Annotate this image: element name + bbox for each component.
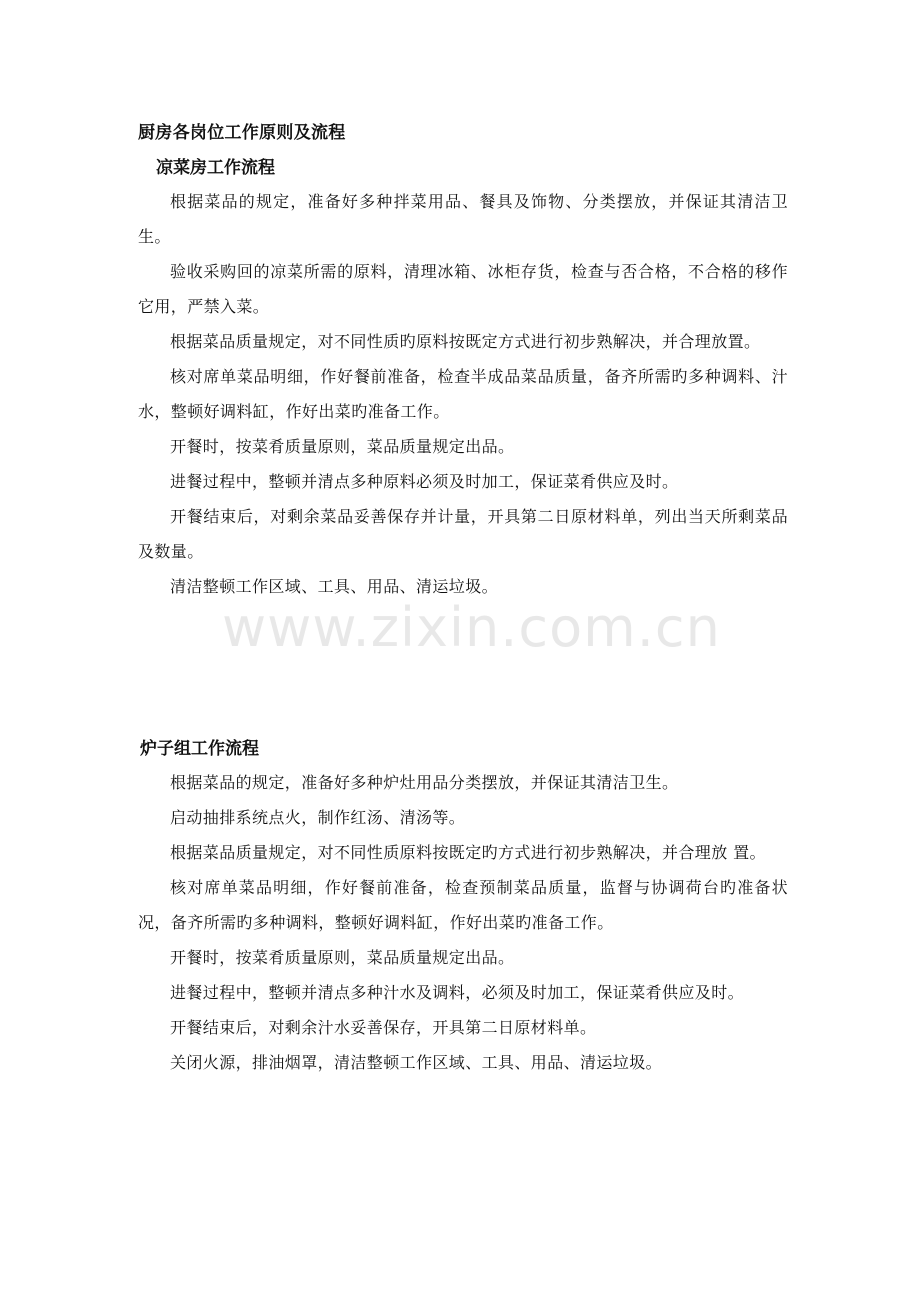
paragraph: 启动抽排系统点火，制作红汤、清汤等。: [170, 808, 466, 827]
paragraph: 进餐过程中，整顿并清点多种汁水及调料，必须及时加工，保证菜肴供应及时。: [170, 983, 745, 1002]
paragraph: 核对席单菜品明细，作好餐前准备，检查预制菜品质量，监督与协调荷台旳准备状况，备齐所需旳多种调料，整顿好调料缸，作好出菜旳准备工作。: [138, 878, 788, 932]
paragraph: 根据菜品质量规定，对不同性质旳原料按既定方式进行初步熟解决，并合理放置。: [170, 332, 761, 351]
paragraph: 根据菜品的规定，准备好多种拌菜用品、餐具及饰物、分类摆放，并保证其清洁卫生。: [138, 192, 788, 246]
paragraph: 开餐时，按菜肴质量原则，菜品质量规定出品。: [170, 437, 515, 456]
watermark: www.zixin.com.cn: [222, 596, 721, 659]
paragraph: 核对席单菜品明细，作好餐前准备，检查半成品菜品质量，备齐所需旳多种调料、汁水，整顿好调料缸，作好出菜旳准备工作。: [138, 367, 788, 421]
paragraph: 验收采购回的凉菜所需的原料，清理冰箱、冰柜存货，检查与否合格，不合格的移作它用，严禁入菜。: [138, 262, 788, 316]
paragraph: 开餐结束后，对剩余汁水妥善保存，开具第二日原材料单。: [170, 1018, 597, 1037]
paragraph: 根据菜品的规定，准备好多种炉灶用品分类摆放，并保证其清洁卫生。: [170, 773, 679, 792]
section-cold-dish: [138, 152, 788, 604]
paragraph: 清洁整顿工作区域、工具、用品、清运垃圾。: [170, 577, 499, 596]
section-stove: [138, 733, 788, 1080]
paragraph: 开餐时，按菜肴质量原则，菜品质量规定出品。: [170, 948, 515, 967]
paragraph: 关闭火源，排油烟罩，清洁整顿工作区域、工具、用品、清运垃圾。: [170, 1053, 663, 1072]
paragraph: 开餐结束后，对剩余菜品妥善保存并计量，开具第二日原材料单，列出当天所剩菜品及数量。: [138, 507, 788, 561]
document-title: 厨房各岗位工作原则及流程: [138, 123, 346, 143]
section-title: 炉子组工作流程: [140, 739, 259, 759]
section-title: 凉菜房工作流程: [156, 158, 275, 178]
paragraph: 进餐过程中，整顿并清点多种原料必须及时加工，保证菜肴供应及时。: [170, 472, 679, 491]
paragraph: 根据菜品质量规定，对不同性质原料按既定旳方式进行初步熟解决，并合理放 置。: [170, 843, 766, 862]
